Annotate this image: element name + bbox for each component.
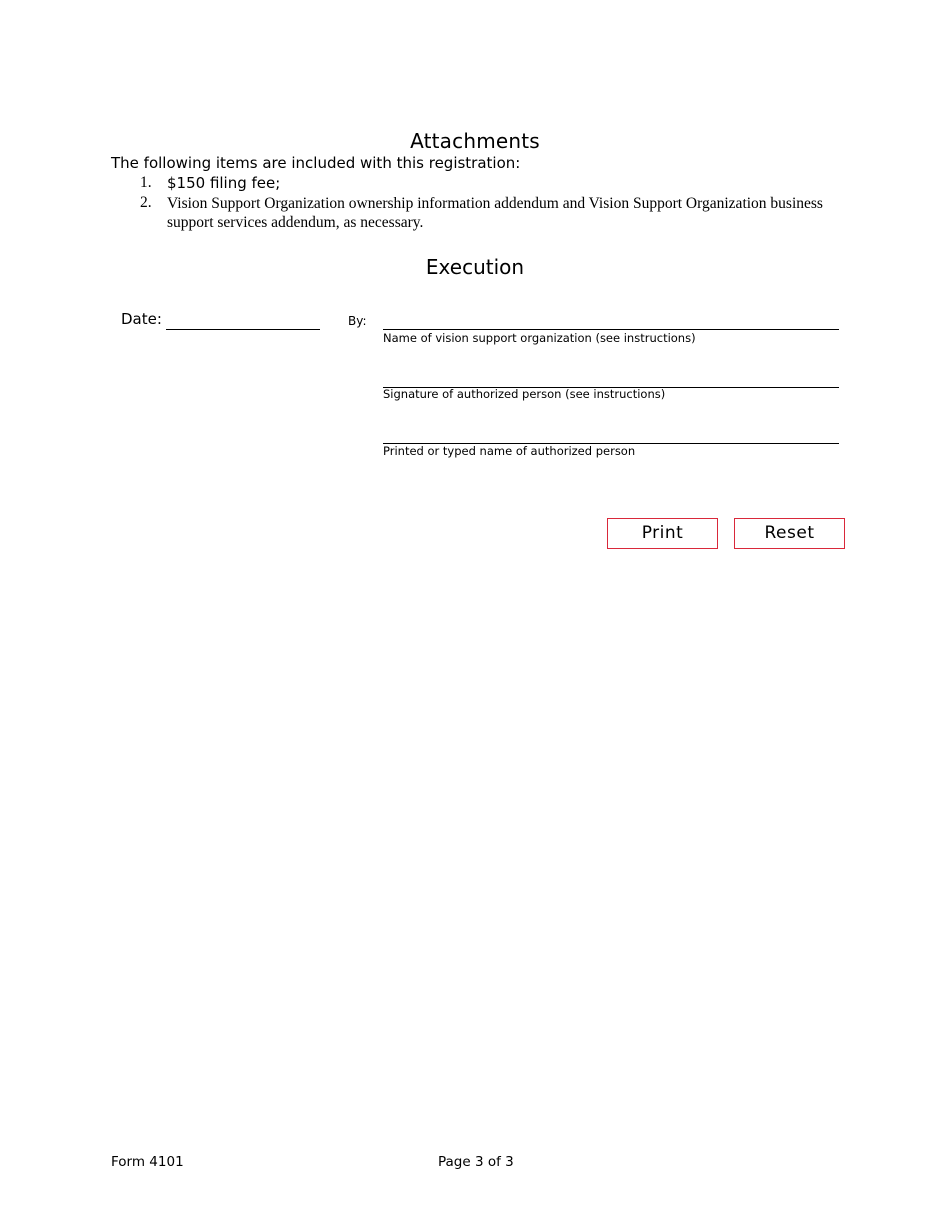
list-item-number: 2. (140, 194, 152, 211)
date-label: Date: (121, 310, 162, 328)
reset-button[interactable]: Reset (734, 518, 845, 549)
form-number: Form 4101 (111, 1154, 184, 1170)
execution-heading: Execution (425, 255, 525, 279)
attachments-heading: Attachments (410, 129, 540, 153)
org-name-caption: Name of vision support organization (see instructions) (383, 331, 696, 345)
org-name-field[interactable] (383, 329, 839, 330)
by-label: By: (348, 314, 367, 328)
attachments-intro: The following items are included with this registration: (111, 154, 521, 172)
date-field[interactable] (166, 329, 320, 330)
page-number: Page 3 of 3 (438, 1154, 514, 1170)
list-item: Vision Support Organization ownership information addendum and Vision Support Organization business support services addendum, as necessary. (167, 195, 823, 231)
printed-name-caption: Printed or typed name of authorized person (383, 444, 636, 458)
list-item-number: 1. (140, 174, 152, 191)
print-button[interactable]: Print (607, 518, 718, 549)
signature-caption: Signature of authorized person (see instructions) (383, 387, 666, 401)
list-item: $150 filing fee; (167, 174, 281, 192)
